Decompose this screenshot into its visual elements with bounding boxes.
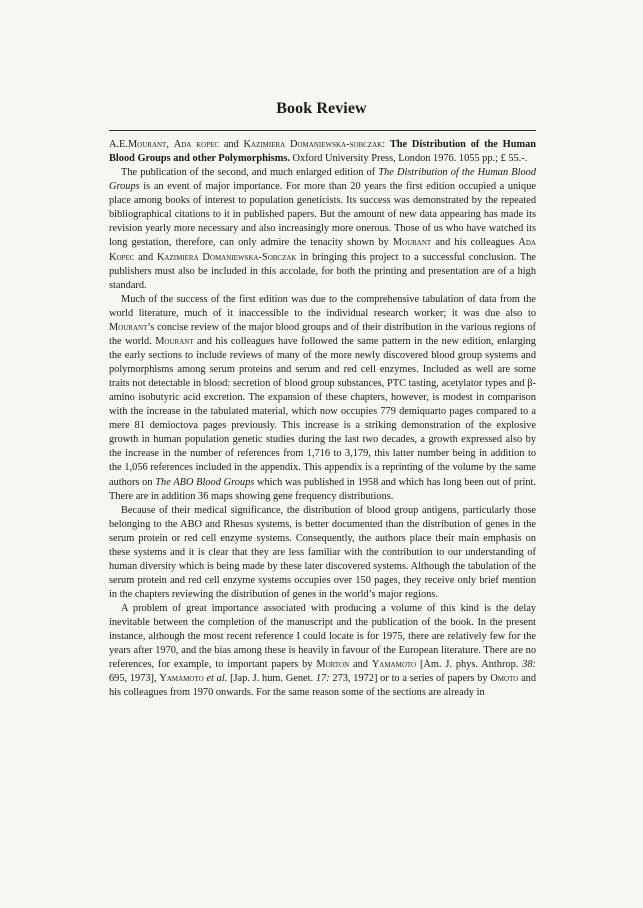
- text-run: ’s concise review of the major blood groups and of their distribution in the various regions of the world.: [109, 321, 536, 347]
- author-name: Kazimiera Domaniewska-Sobczak: [156, 251, 297, 263]
- paragraph-3: [109, 504, 536, 602]
- text-run: 273, 1972] or to a series of papers by: [329, 673, 491, 685]
- author-name: Morton: [316, 659, 350, 671]
- book-citation: [109, 138, 536, 166]
- volume-number: 17:: [315, 673, 330, 685]
- text-run: Because of their medical significance, the distribution of blood group antigens, particularly those belonging to the ABO and Rhesus systems, is better documented than the distribution of genes in the serum protein or red cell enzyme systems. Consequently, the authors place their main emphasis on these systems and it is clear that they are less familiar with the contribution to our understanding of human diversity which is being made by these later discovered systems. Although the tabulation of the serum protein and red cell enzyme systems occupies over 150 pages, they receive only brief mention in the chapters reviewing the distribution of genes in the world’s major regions.: [109, 504, 536, 600]
- author-1-initials: A.E.: [109, 139, 128, 150]
- book-title-italic: The Distribution of the Human Blood Groups: [109, 167, 536, 193]
- et-al: et al.: [206, 673, 228, 685]
- text-run: and: [134, 251, 157, 263]
- text-run: is an event of major importance. For more than 20 years the first edition occupied a unique place among books of interest to population geneticists. Its success was demonstrated by the repeated bibliographical citations to it in published papers. But the amount of new data appearing has made its revision yearly more necessary and also increasingly more onerous. Those of us who have watched its long gestation, therefore, can only admire the tenacity shown by: [109, 181, 536, 249]
- author-name: Yamamoto: [371, 659, 417, 671]
- volume-number: 38:: [522, 659, 536, 671]
- text-run: 695, 1973],: [109, 673, 160, 685]
- text-run: [Jap. J. hum. Genet.: [227, 673, 316, 685]
- review-body: [109, 138, 536, 903]
- text-run: and: [349, 659, 372, 671]
- text-run: and his colleagues have followed the same pattern in the new edition, enlarging the early sections to include reviews of many of the more newly discovered blood group systems and polymorphisms among serum proteins and serum and red cell enzymes. Included as well are some traits not detectable in blood: secretion of blood group substances, PTC tasting, acetylator types and β-amino isobutyric acid excretion. The expansion of these chapters, however, is modest in comparison with the increase in the tabulated material, which now occupies 779 demiquarto pages compared to a mere 81 demioctova pages previously. This increase is a striking demonstration of the explosive growth in human population genetic studies during the last two decades, a growth expressed also by the increase in the number of references from 1,716 to 3,179, this latter number being in addition to the 1,056 references included in the appendix. This appendix is a reprinting of the volume by the same authors on: [109, 335, 536, 488]
- text-run: and his colleagues from 1970 onwards. For the same reason some of the sections are already in: [109, 673, 536, 699]
- text-run: Much of the success of the first edition was due to the comprehensive tabulation of data from the world literature, much of it inaccessible to the individual research worker; it was due also to: [109, 293, 536, 319]
- author-name: Mourant: [155, 335, 194, 347]
- title-rule: [109, 130, 536, 131]
- author-name: Yamamoto: [159, 673, 204, 685]
- citation-separator: ,: [166, 139, 174, 150]
- author-3-name: Kazimiera Domaniewska-sobczak: [243, 139, 383, 150]
- author-1-surname: Mourant: [127, 139, 167, 150]
- text-run: and his colleagues: [431, 237, 519, 249]
- book-title: The Distribution of the Human Blood Groups and other Polymorphisms.: [109, 139, 536, 165]
- text-run: which was published in 1958 and which has long been out of print. There are in addition 36 maps showing gene frequency distributions.: [109, 476, 536, 502]
- citation-separator: :: [382, 139, 390, 150]
- author-name: Mourant: [392, 237, 432, 249]
- author-2-name: Ada kopec: [173, 139, 220, 150]
- citation-separator: and: [219, 139, 244, 150]
- page-title: Book Review: [276, 100, 367, 117]
- paragraph-4: [109, 602, 536, 700]
- author-name: Ada Kopec: [109, 237, 536, 263]
- text-run: A problem of great importance associated with producing a volume of this kind is the delay inevitable between the completion of the manuscript and the publication of the book. In the present instance, although the most recent reference I could locate is for 1975, there are relatively few for the years after 1970, and the bias among these is heavily in favour of the European literature. There are no references, for example, to important papers by: [109, 603, 536, 671]
- paragraph-2: [109, 293, 536, 504]
- author-name: Mourant: [109, 321, 148, 333]
- text-run: The publication of the second, and much enlarged edition of: [121, 167, 379, 179]
- book-title-italic: The ABO Blood Groups: [155, 476, 255, 488]
- publication-details: Oxford University Press, London 1976. 1055 pp.; £ 55.-.: [289, 153, 528, 165]
- author-name: Omoto: [490, 673, 519, 685]
- paragraph-1: [109, 166, 536, 293]
- text-run: in bringing this project to a successful conclusion. The publishers must also be included in this accolade, for both the printing and presentation are of a high standard.: [109, 251, 536, 291]
- text-run: [Am. J. phys. Anthrop.: [416, 659, 523, 671]
